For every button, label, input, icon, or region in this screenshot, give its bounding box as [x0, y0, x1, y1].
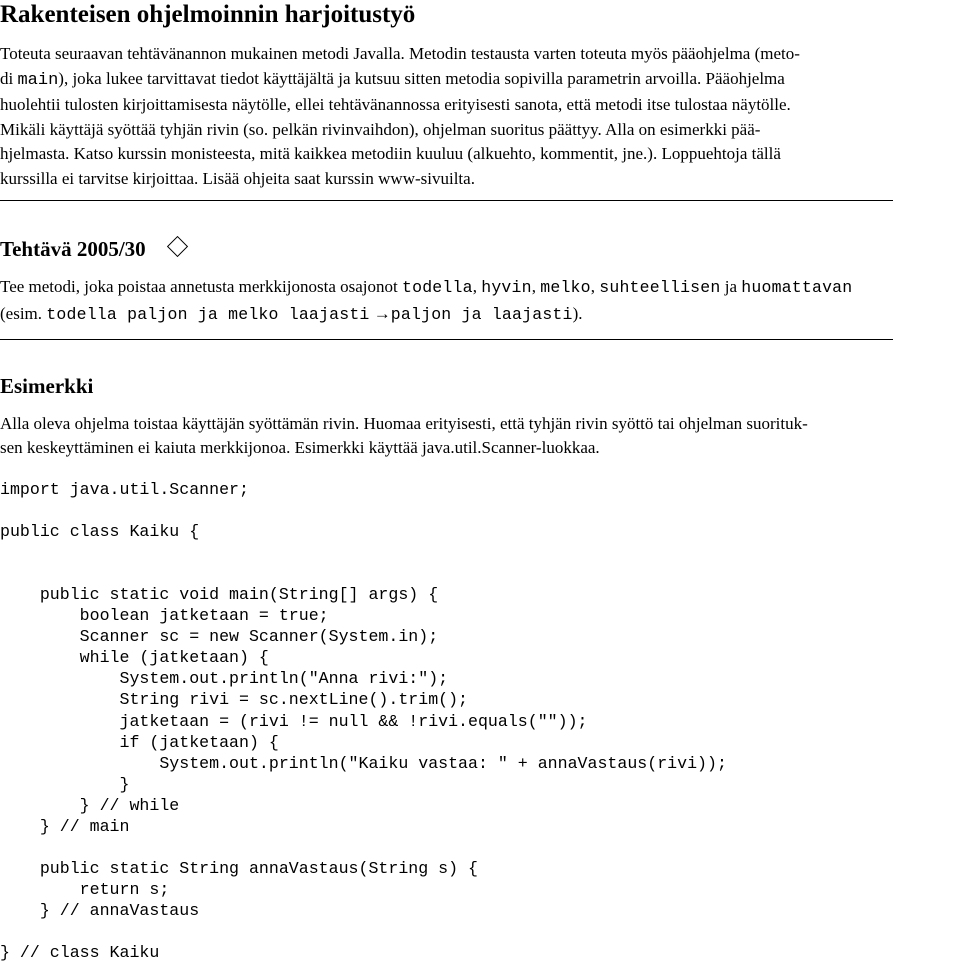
- intro-line: hjelmasta. Katso kurssin monisteesta, mitä kaikkea metodiin kuuluu (alkuehto, kommentit, jne.). Loppuehtoja tällä: [0, 144, 781, 163]
- comma: ,: [590, 277, 595, 296]
- diamond-icon: [167, 236, 188, 257]
- example-input: todella paljon ja melko laajasti: [46, 305, 370, 324]
- intro-line: Toteuta seuraavan tehtävänannon mukainen metodi Javalla. Metodin testausta varten toteuta myös pääohjelma (meto-: [0, 44, 800, 63]
- code-line: Scanner sc = new Scanner(System.in);: [0, 627, 439, 647]
- code-line: } // while: [0, 795, 180, 815]
- intro-text: di: [0, 68, 18, 88]
- example-close: ).: [572, 304, 583, 323]
- main-code-inline: main: [17, 70, 59, 90]
- task-text: Tee metodi, joka poistaa annetusta merkkijonosta osajonot: [0, 277, 402, 296]
- intro-line: huolehtii tulosten kirjoittamisesta näytölle, ellei tehtävänannossa erityisesti sanota, että metodi itse tulostaa näytölle.: [0, 95, 791, 114]
- comma: ,: [472, 277, 477, 296]
- intro-line: kurssilla ei tarvitse kirjoittaa. Lisää ohjeita saat kurssin www-sivuilta.: [0, 168, 475, 188]
- task-line: [0, 301, 852, 328]
- code-line: public static void main(String[] args) {: [0, 585, 439, 605]
- example-open: (esim.: [0, 304, 47, 323]
- code-line: public static String annaVastaus(String s) {: [0, 858, 478, 878]
- page-title: Rakenteisen ohjelmoinnin harjoitustyö: [0, 1, 416, 28]
- code-line: [0, 921, 727, 942]
- keyword-todella: todella: [402, 278, 473, 297]
- code-line: import java.util.Scanner;: [0, 480, 249, 499]
- code-line: } // main: [0, 816, 130, 836]
- task-heading: [0, 236, 185, 262]
- code-line: } // class Kaiku: [0, 943, 160, 963]
- task-line: [0, 274, 852, 301]
- code-line: while (jatketaan) {: [0, 648, 269, 668]
- code-line: [0, 563, 727, 584]
- example-line: Alla oleva ohjelma toistaa käyttäjän syöttämän rivin. Huomaa erityisesti, että tyhjän rivin syöttö tai ohjelman suorituk-: [0, 414, 808, 433]
- example-line: sen keskeyttäminen ei kaiuta merkkijonoa. Esimerkki käyttää java.util.Scanner-luokkaa.: [0, 438, 600, 457]
- keyword-hyvin: hyvin: [481, 278, 532, 297]
- code-line: [0, 500, 727, 521]
- code-line: if (jatketaan) {: [0, 732, 279, 752]
- code-line: jatketaan = (rivi != null && !rivi.equals(""));: [0, 711, 588, 731]
- intro-line: Mikäli käyttäjä syöttää tyhjän rivin (so. pelkän rivinvaihdon), ohjelman suoritus päättyy. Alla on esimerkki pää-: [0, 119, 761, 139]
- arrow-icon: →: [373, 304, 391, 323]
- code-listing: [0, 479, 727, 963]
- intro-line: [0, 67, 900, 94]
- keyword-suhteellisen: suhteellisen: [599, 278, 721, 297]
- code-line: System.out.println("Anna rivi:");: [0, 669, 449, 689]
- intro-text: ), joka lukee tarvittavat tiedot käyttäjältä ja kutsuu sitten metodia sopivilla parametrin arvoilla. Pääohjelma: [58, 68, 785, 88]
- code-line: return s;: [0, 879, 170, 899]
- code-line: [0, 837, 727, 858]
- example-paragraph: [0, 412, 808, 460]
- keyword-melko: melko: [540, 278, 591, 297]
- code-line: boolean jatketaan = true;: [0, 606, 329, 626]
- code-line: [0, 542, 727, 563]
- divider: [0, 200, 893, 201]
- code-line: } // annaVastaus: [0, 900, 200, 920]
- code-line: System.out.println("Kaiku vastaa: " + annaVastaus(rivi));: [0, 753, 727, 773]
- and-word: ja: [724, 277, 738, 296]
- task-heading-text: Tehtävä 2005/30: [0, 237, 146, 261]
- example-output: paljon ja laajasti: [390, 305, 573, 324]
- code-line: }: [0, 774, 130, 794]
- task-description: [0, 274, 852, 328]
- divider: [0, 339, 893, 340]
- intro-paragraph: [0, 42, 900, 191]
- comma: ,: [531, 277, 536, 296]
- keyword-huomattavan: huomattavan: [741, 278, 853, 297]
- code-line: public class Kaiku {: [0, 522, 200, 542]
- code-line: String rivi = sc.nextLine().trim();: [0, 690, 469, 710]
- example-heading: Esimerkki: [0, 374, 94, 398]
